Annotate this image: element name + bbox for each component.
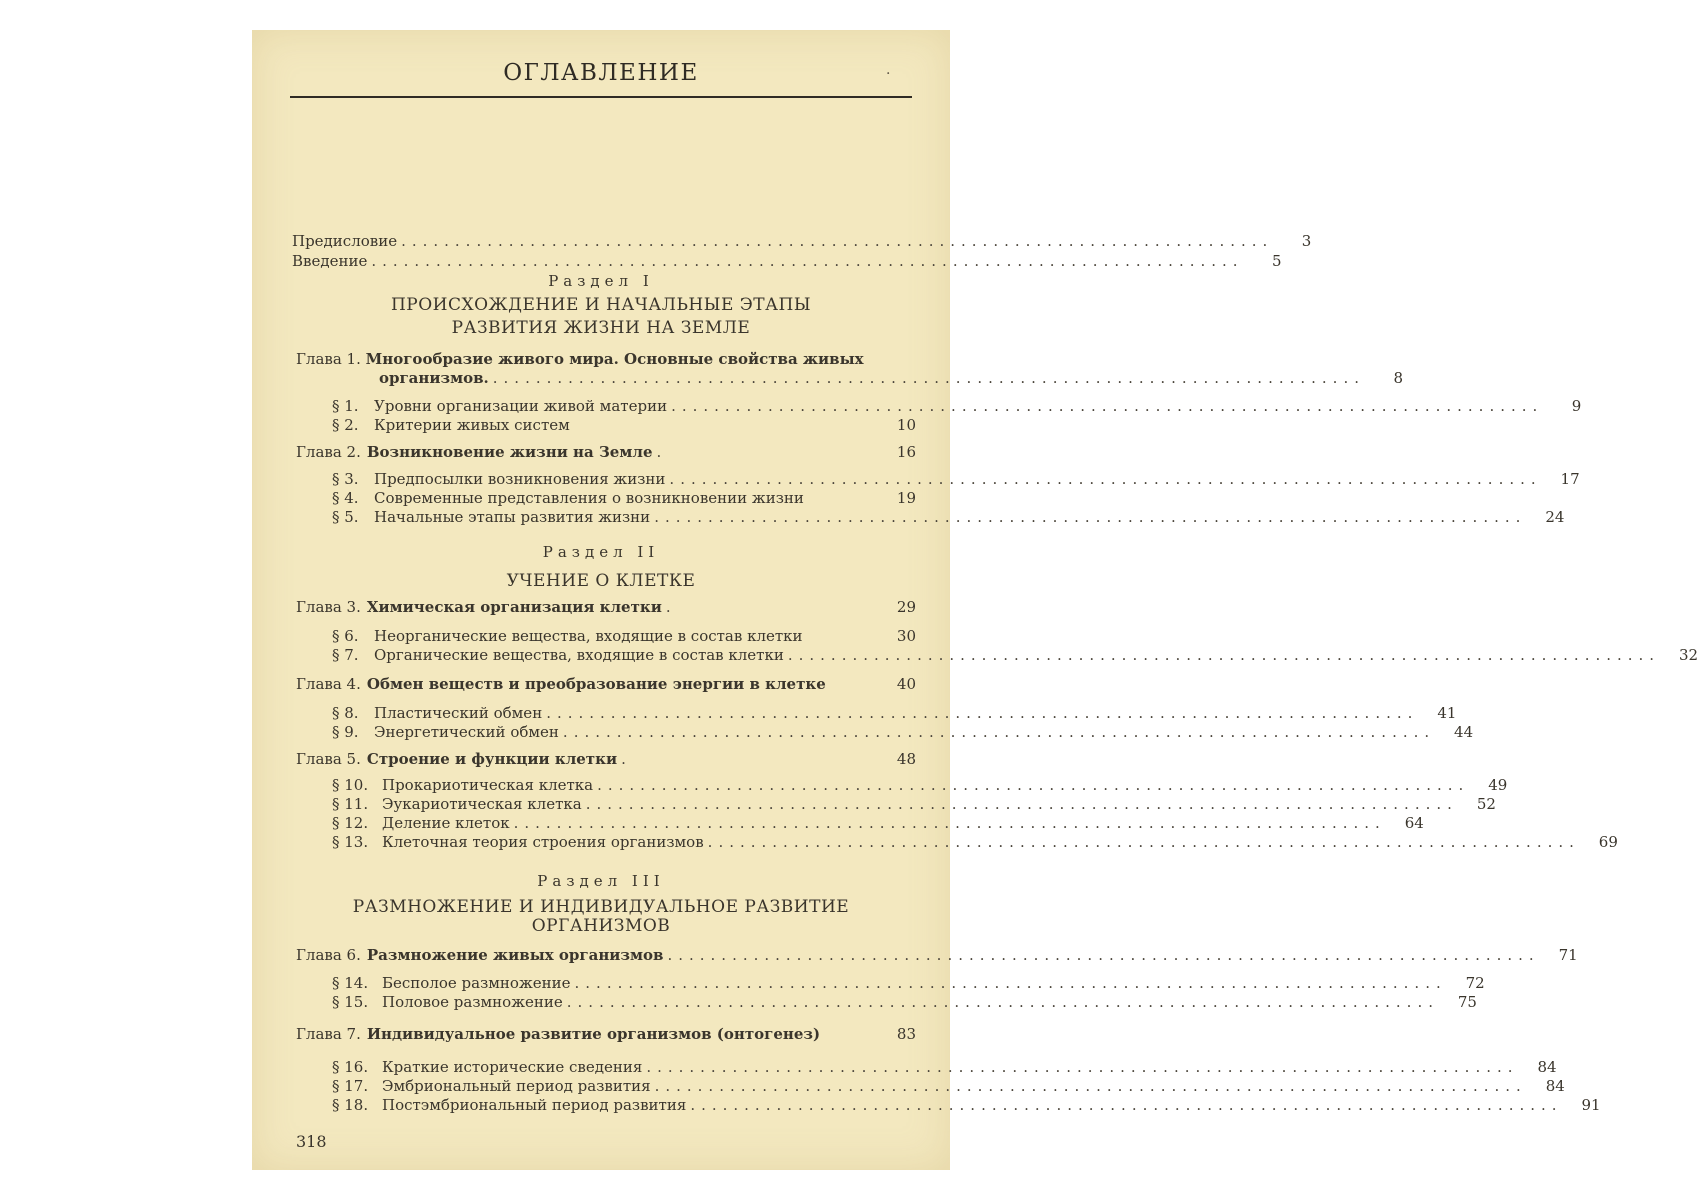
chapter-heading[interactable]: Глава 7. Индивидуальное развитие организмов (онтогенез) 83 xyxy=(296,1025,916,1043)
toc-item[interactable]: § 16. Краткие исторические сведения ................................................................................. 84 xyxy=(332,1058,1557,1076)
chapter-heading-continued[interactable]: организмов. ................................................................................. 8 xyxy=(379,369,1403,387)
toc-item[interactable]: § 1. Уровни организации живой материи ................................................................................. 9 xyxy=(332,397,1582,415)
toc-item[interactable]: § 15. Половое размножение ................................................................................. 75 xyxy=(332,993,1477,1011)
chapter-heading[interactable]: Глава 2. Возникновение жизни на Земле . 16 xyxy=(296,443,916,461)
toc-item[interactable]: § 4. Современные представления о возникновении жизни 19 xyxy=(332,489,916,507)
chapter-heading[interactable]: Глава 1. Многообразие живого мира. Основные свойства живых xyxy=(296,350,864,368)
section-title: РАЗМНОЖЕНИЕ И ИНДИВИДУАЛЬНОЕ РАЗВИТИЕ xyxy=(352,897,850,917)
page-number: 318 xyxy=(296,1132,327,1151)
toc-item[interactable]: § 17. Эмбриональный период развития ................................................................................. 84 xyxy=(332,1077,1565,1095)
toc-item[interactable]: § 11. Эукариотическая клетка ................................................................................. 52 xyxy=(332,795,1496,813)
section-label: Раздел III xyxy=(537,872,665,890)
section-label: Раздел I xyxy=(548,272,654,290)
toc-item[interactable]: § 18. Постэмбриональный период развития ................................................................................. 91 xyxy=(332,1096,1601,1114)
toc-item[interactable]: § 10. Прокариотическая клетка ................................................................................. 49 xyxy=(332,776,1508,794)
toc-item[interactable]: § 7. Органические вещества, входящие в состав клетки ................................................................................. 32 xyxy=(332,646,1698,664)
section-title: РАЗВИТИЯ ЖИЗНИ НА ЗЕМЛЕ xyxy=(451,318,751,338)
chapter-heading[interactable]: Глава 6. Размножение живых организмов ................................................................................. 71 xyxy=(296,946,1578,964)
toc-item[interactable]: § 3. Предпосылки возникновения жизни ................................................................................. 17 xyxy=(332,470,1580,488)
toc-item[interactable]: § 2. Критерии живых систем 10 xyxy=(332,416,916,434)
book-page xyxy=(252,30,1698,1170)
header-rule xyxy=(290,96,912,98)
toc-entry-preface[interactable]: Предисловие ................................................................................. 3 xyxy=(292,232,1312,250)
page-title: ОГЛАВЛЕНИЕ xyxy=(503,60,699,86)
section-label: Раздел II xyxy=(542,543,660,561)
toc-entry-introduction[interactable]: Введение ................................................................................. 5 xyxy=(292,252,1282,270)
section-title: ПРОИСХОЖДЕНИЕ И НАЧАЛЬНЫЕ ЭТАПЫ xyxy=(390,295,812,315)
toc-item[interactable]: § 5. Начальные этапы развития жизни ................................................................................. 24 xyxy=(332,508,1565,526)
section-title: УЧЕНИЕ О КЛЕТКЕ xyxy=(506,571,696,591)
toc-item[interactable]: § 6. Неорганические вещества, входящие в состав клетки 30 xyxy=(332,627,916,645)
section-title: ОРГАНИЗМОВ xyxy=(531,916,671,936)
toc-item[interactable]: § 14. Бесполое размножение ................................................................................. 72 xyxy=(332,974,1485,992)
chapter-heading[interactable]: Глава 5. Строение и функции клетки . 48 xyxy=(296,750,916,768)
chapter-heading[interactable]: Глава 3. Химическая организация клетки . 29 xyxy=(296,598,916,616)
toc-item[interactable]: § 13. Клеточная теория строения организмов ................................................................................. 69 xyxy=(332,833,1618,851)
decorative-dot-icon: · xyxy=(886,66,891,82)
toc-item[interactable]: § 9. Энергетический обмен ................................................................................. 44 xyxy=(332,723,1474,741)
toc-item[interactable]: § 12. Деление клеток ................................................................................. 64 xyxy=(332,814,1424,832)
toc-item[interactable]: § 8. Пластический обмен ................................................................................. 41 xyxy=(332,704,1457,722)
chapter-heading[interactable]: Глава 4. Обмен веществ и преобразование энергии в клетке 40 xyxy=(296,675,916,693)
